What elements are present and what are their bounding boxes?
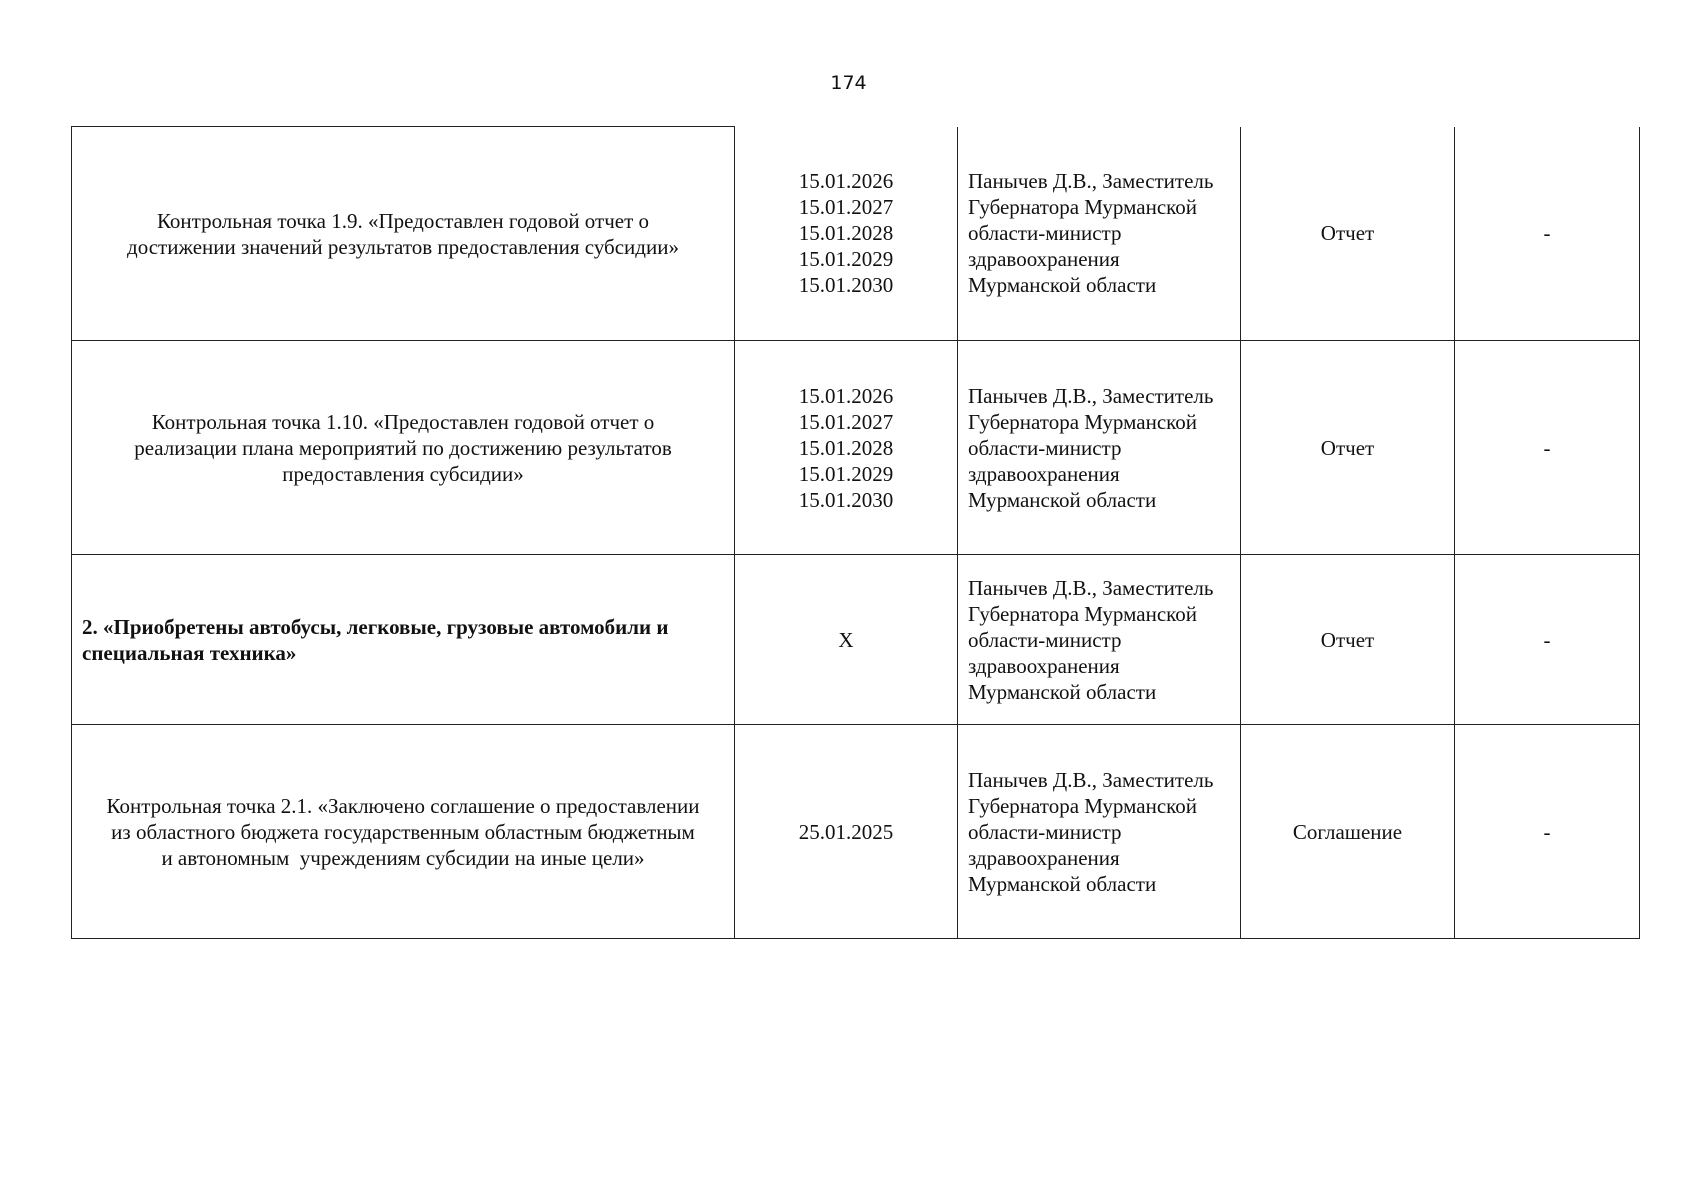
responsible-person: Панычев Д.В., Заместитель Губернатора Мурманской области-министр здравоохранения Мурманской области	[958, 127, 1241, 341]
note-cell: -	[1455, 555, 1640, 725]
deadline-dates: X	[735, 555, 958, 725]
document-type: Отчет	[1241, 555, 1455, 725]
responsible-person: Панычев Д.В., Заместитель Губернатора Мурманской области-министр здравоохранения Мурманской области	[958, 725, 1241, 939]
control-points-table	[71, 126, 1640, 939]
result-title: 2. «Приобретены автобусы, легковые, грузовые автомобили и специальная техника»	[72, 555, 735, 725]
responsible-person: Панычев Д.В., Заместитель Губернатора Мурманской области-министр здравоохранения Мурманской области	[958, 555, 1241, 725]
control-point-title: Контрольная точка 1.10. «Предоставлен годовой отчет о реализации плана мероприятий по достижению результатов предоставления субсидии»	[72, 341, 735, 555]
document-type: Отчет	[1241, 127, 1455, 341]
page-number: 174	[830, 72, 867, 94]
document-type: Соглашение	[1241, 725, 1455, 939]
deadline-dates: 25.01.2025	[735, 725, 958, 939]
note-cell: -	[1455, 725, 1640, 939]
table-row	[72, 555, 1640, 725]
note-cell: -	[1455, 127, 1640, 341]
note-cell: -	[1455, 341, 1640, 555]
table-row	[72, 127, 1640, 341]
document-type: Отчет	[1241, 341, 1455, 555]
responsible-person: Панычев Д.В., Заместитель Губернатора Мурманской области-министр здравоохранения Мурманской области	[958, 341, 1241, 555]
control-point-title: Контрольная точка 1.9. «Предоставлен годовой отчет о достижении значений результатов предоставления субсидии»	[72, 127, 735, 341]
table-row	[72, 341, 1640, 555]
table-row	[72, 725, 1640, 939]
control-point-title: Контрольная точка 2.1. «Заключено соглашение о предоставлении из областного бюджета государственным областным бюджетным и автономным учреждениям субсидии на иные цели»	[72, 725, 735, 939]
deadline-dates: 15.01.2026 15.01.2027 15.01.2028 15.01.2029 15.01.2030	[735, 341, 958, 555]
deadline-dates: 15.01.2026 15.01.2027 15.01.2028 15.01.2029 15.01.2030	[735, 127, 958, 341]
